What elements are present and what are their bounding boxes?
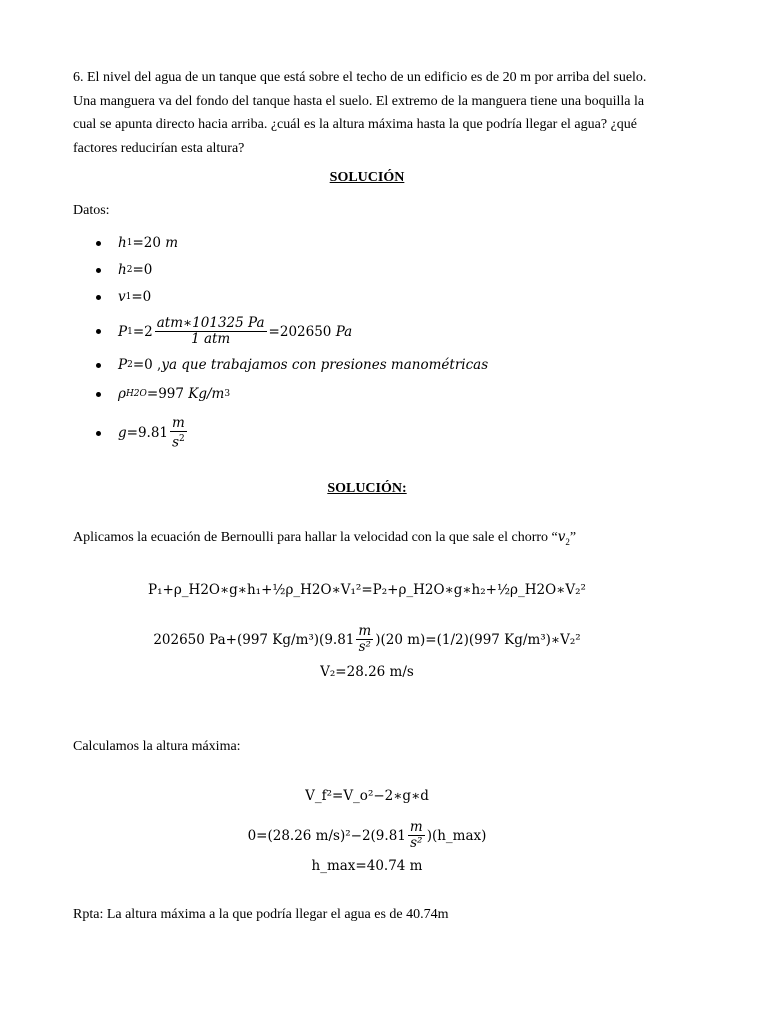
numerator: atm∗101325 Pa xyxy=(156,315,265,331)
equation-part-b: )(h_max) xyxy=(426,827,487,844)
equation-text: V₂=28.26 m/s xyxy=(320,664,414,680)
data-item-h1 xyxy=(96,235,696,251)
substituted-equation xyxy=(0,624,734,655)
fraction xyxy=(170,416,187,451)
answer-text: Rpta: La altura máxima a la que podría llegar el agua es de 40.74m xyxy=(73,907,449,922)
bernoulli-equation xyxy=(0,582,734,598)
problem-line-2: Una manguera va del fondo del tanque hasta el suelo. El extremo de la manguera tiene una boquilla la xyxy=(73,93,645,109)
unit: Pa xyxy=(335,323,353,340)
denominator: s² xyxy=(358,639,371,655)
equation-part-a: 202650 Pa+(997 Kg/m³)(9.81 xyxy=(153,631,355,648)
data-item-g xyxy=(96,416,696,451)
data-item-p2 xyxy=(96,357,696,373)
bullet-icon xyxy=(96,363,101,368)
sub: 1 xyxy=(126,238,133,248)
value: =2 xyxy=(132,323,153,340)
denominator: s² xyxy=(410,835,423,851)
bullet-icon xyxy=(96,295,101,300)
numerator: m xyxy=(172,415,185,431)
bullet-icon xyxy=(96,329,101,334)
data-item-h2 xyxy=(96,262,696,278)
sub: 2 xyxy=(126,265,133,275)
unit: m xyxy=(165,235,179,251)
denominator: s xyxy=(172,434,180,451)
solution-heading-2: SOLUCIÓN: xyxy=(327,481,407,496)
sub: 2 xyxy=(565,536,570,547)
var-h: h xyxy=(118,262,127,278)
var-rho: ρ xyxy=(118,386,126,402)
var-p: P xyxy=(118,323,128,340)
var-v: v xyxy=(118,289,126,305)
var-h: h xyxy=(118,235,127,251)
result: =202650 xyxy=(268,323,332,340)
fraction xyxy=(408,820,425,851)
bullet-icon xyxy=(96,392,101,397)
data-item-p1 xyxy=(96,316,696,347)
equation-text: h_max=40.74 m xyxy=(311,858,423,874)
equation-part-b: )(20 m)=(1/2)(997 Kg/m³)∗V₂² xyxy=(375,631,581,648)
var-g: g xyxy=(118,425,127,442)
v2-result xyxy=(0,664,734,680)
solution-heading: SOLUCIÓN xyxy=(329,170,405,185)
equation-text: V_f²=V_o²−2∗g∗d xyxy=(305,788,429,804)
problem-statement xyxy=(73,66,693,160)
sub: 1 xyxy=(125,292,132,302)
problem-line-4: factores reducirían esta altura? xyxy=(73,140,245,156)
bernoulli-intro xyxy=(73,529,576,547)
bullet-icon xyxy=(96,431,101,436)
note: ya que trabajamos con presiones manométricas xyxy=(161,357,489,373)
sub: 2 xyxy=(127,360,133,370)
intro-text: Aplicamos la ecuación de Bernoulli para hallar la velocidad con la que sale el chorro “ xyxy=(73,530,558,545)
value: =0 , xyxy=(132,357,162,373)
sub: 1 xyxy=(127,326,133,337)
data-item-v1 xyxy=(96,289,696,305)
problem-line-3: cual se apunta directo hacia arriba. ¿cuál es la altura máxima hasta la que podría llegar el agua? ¿qué xyxy=(73,117,637,132)
kinematic-substituted xyxy=(0,820,734,851)
value: =0 xyxy=(131,289,152,305)
calc-label: Calculamos la altura máxima: xyxy=(73,739,241,754)
problem-line-1: 6. El nivel del agua de un tanque que está sobre el techo de un edificio es de 20 m por arriba del suelo. xyxy=(73,70,647,85)
value: =0 xyxy=(132,262,153,278)
data-item-rho xyxy=(96,386,696,402)
kinematic-equation xyxy=(0,788,734,804)
sup: 3 xyxy=(224,389,231,399)
bullet-icon xyxy=(96,241,101,246)
sub: H2O xyxy=(125,389,147,399)
numerator: m xyxy=(409,819,423,835)
sup: 2 xyxy=(179,434,185,444)
datos-label: Datos: xyxy=(73,203,110,218)
bullet-icon xyxy=(96,268,101,273)
var-p: P xyxy=(118,357,128,373)
equation-part-a: 0=(28.26 m/s)²−2(9.81 xyxy=(247,827,406,844)
value: =9.81 xyxy=(126,425,169,442)
numerator: m xyxy=(358,623,372,639)
quote-close: ” xyxy=(569,530,577,545)
hmax-result xyxy=(0,858,734,874)
denominator: 1 atm xyxy=(191,331,231,347)
equation-text: P₁+ρ_H2O∗g∗h₁+½ρ_H2O∗V₁²=P₂+ρ_H2O∗g∗h₂+½ρ_H2O∗V₂² xyxy=(148,582,586,598)
fraction xyxy=(356,624,373,655)
unit: Kg/m xyxy=(188,386,225,402)
value: =997 xyxy=(146,386,184,402)
fraction xyxy=(155,316,267,347)
value: =20 xyxy=(132,235,161,251)
var-v: v xyxy=(557,529,566,545)
